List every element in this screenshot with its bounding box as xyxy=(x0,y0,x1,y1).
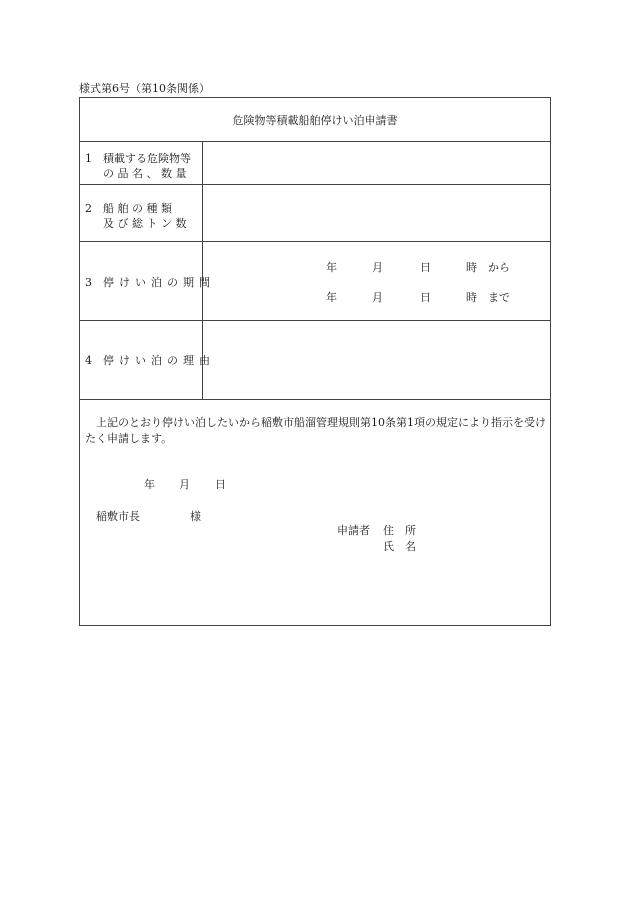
addressee-name: 稲敷市長 xyxy=(96,510,140,523)
period-to-hour: 時 xyxy=(466,291,477,304)
field-mooring-period[interactable] xyxy=(203,242,550,320)
period-from-year: 年 xyxy=(326,261,337,274)
application-form-frame xyxy=(79,97,551,626)
period-from-suffix: から xyxy=(488,261,510,274)
divider-row4 xyxy=(80,399,550,400)
row1-label-line1 xyxy=(85,150,201,166)
row2-label-line2 xyxy=(85,215,201,231)
row1-label-text2: の 品 名 、 数 量 xyxy=(103,167,187,180)
row4-label xyxy=(85,352,215,368)
row4-label-text: 停けい泊の理由 xyxy=(103,354,215,367)
date-day: 日 xyxy=(215,478,226,491)
field-hazardous-items[interactable] xyxy=(203,142,550,184)
row2-number: 2 xyxy=(85,202,92,215)
application-statement: 上記のとおり停けい泊したいから稲敷市船溜管理規則第10条第1項の規定により指示を受けたく申請します。 xyxy=(85,416,546,445)
period-to-month: 月 xyxy=(372,291,383,304)
applicant-address-label: 住 所 xyxy=(383,524,416,537)
period-from-day: 日 xyxy=(420,261,431,274)
row4-number: 4 xyxy=(85,354,92,367)
row1-label-line2 xyxy=(85,165,201,181)
period-to-year: 年 xyxy=(326,291,337,304)
row2-label-text2: 及 び 総 ト ン 数 xyxy=(103,217,187,230)
period-from-month: 月 xyxy=(372,261,383,274)
addressee-honorific: 様 xyxy=(190,510,201,523)
row3-number: 3 xyxy=(85,276,92,289)
row3-label-text: 停けい泊の期間 xyxy=(103,276,215,289)
date-year: 年 xyxy=(144,478,155,491)
period-to-suffix: まで xyxy=(488,291,510,304)
field-mooring-reason[interactable] xyxy=(203,321,550,399)
applicant-label: 申請者 xyxy=(337,524,370,537)
period-to-day: 日 xyxy=(420,291,431,304)
row1-label-text1: 積載する危険物等 xyxy=(103,152,191,165)
period-from-hour: 時 xyxy=(466,261,477,274)
field-vessel-type[interactable] xyxy=(203,185,550,241)
form-number-label: 様式第6号（第10条関係） xyxy=(79,82,210,95)
row2-label-line1 xyxy=(85,200,201,216)
row2-label-text1: 船 舶 の 種 類 xyxy=(103,202,172,215)
form-title: 危険物等積載船舶停けい泊申請書 xyxy=(232,114,398,127)
row1-number: 1 xyxy=(85,152,92,165)
applicant-name-label: 氏 名 xyxy=(383,540,416,553)
row3-label xyxy=(85,274,215,290)
date-month: 月 xyxy=(179,478,190,491)
